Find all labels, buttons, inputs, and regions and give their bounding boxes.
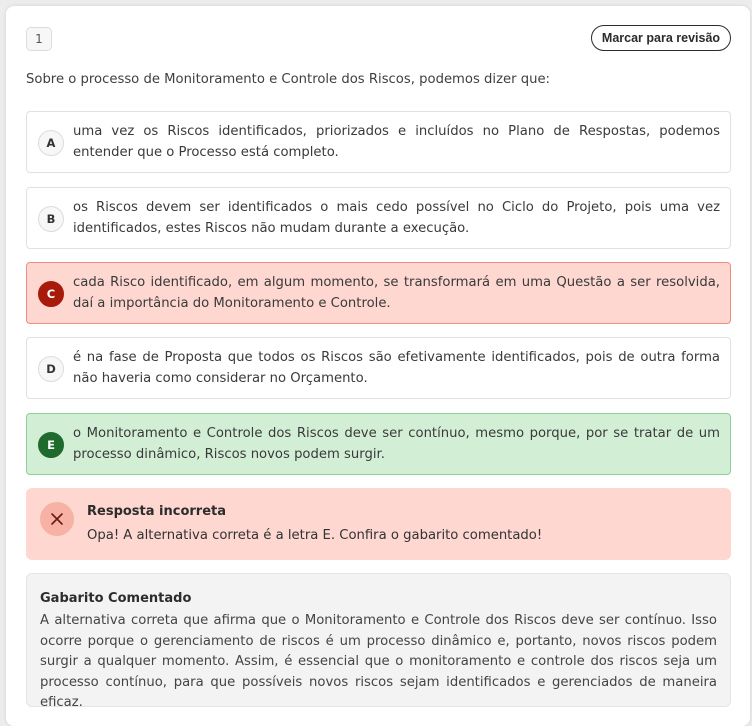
commented-answer-title: Gabarito Comentado [40, 591, 192, 606]
option-text-a: uma vez os Riscos identificados, priorizados e incluídos no Plano de Respostas, podemos entender que o Processo está completo. [73, 124, 720, 160]
option-letter-d: D [38, 356, 64, 382]
feedback-banner [26, 488, 731, 560]
option-letter-e: E [38, 432, 64, 458]
option-c[interactable] [26, 262, 731, 324]
option-a[interactable] [26, 111, 731, 173]
option-text-e: o Monitoramento e Controle dos Riscos deve ser contínuo, mesmo porque, por se tratar de um processo dinâmico, Riscos novos podem surgir. [73, 426, 720, 462]
mark-for-review-button[interactable]: Marcar para revisão [591, 25, 731, 51]
option-text-c: cada Risco identificado, em algum momento, se transformará em uma Questão a ser resolvida, daí a importância do Monitoramento e Controle. [73, 275, 720, 311]
commented-answer-text: A alternativa correta que afirma que o Monitoramento e Controle dos Riscos deve ser contínuo. Isso ocorre porque o gerenciamento de riscos é um processo dinâmico e, portanto, novos riscos podem surgir a qualquer momento. Assim, é essencial que o monitoramento e controle dos riscos seja um processo contínuo, para que possíveis novos riscos sejam identificados e gerenciados de maneira eficaz. [40, 613, 717, 710]
commented-answer-box [26, 573, 731, 710]
option-letter-c: C [38, 281, 64, 307]
option-d[interactable] [26, 337, 731, 399]
option-b[interactable] [26, 187, 731, 249]
option-text-d: é na fase de Proposta que todos os Riscos são efetivamente identificados, pois de outra forma não haveria como considerar no Orçamento. [73, 350, 720, 386]
question-card [6, 6, 750, 726]
option-text-b: os Riscos devem ser identificados o mais cedo possível no Ciclo do Projeto, pois uma vez identificados, estes Riscos não mudam durante a execução. [73, 200, 720, 236]
question-statement: Sobre o processo de Monitoramento e Controle dos Riscos, podemos dizer que: [26, 72, 551, 87]
feedback-title: Resposta incorreta [87, 504, 227, 519]
close-icon [40, 502, 74, 536]
option-e[interactable] [26, 413, 731, 475]
option-letter-a: A [38, 130, 64, 156]
feedback-message: Opa! A alternativa correta é a letra E. Confira o gabarito comentado! [87, 528, 543, 543]
question-number: 1 [26, 27, 52, 51]
option-letter-b: B [38, 206, 64, 232]
